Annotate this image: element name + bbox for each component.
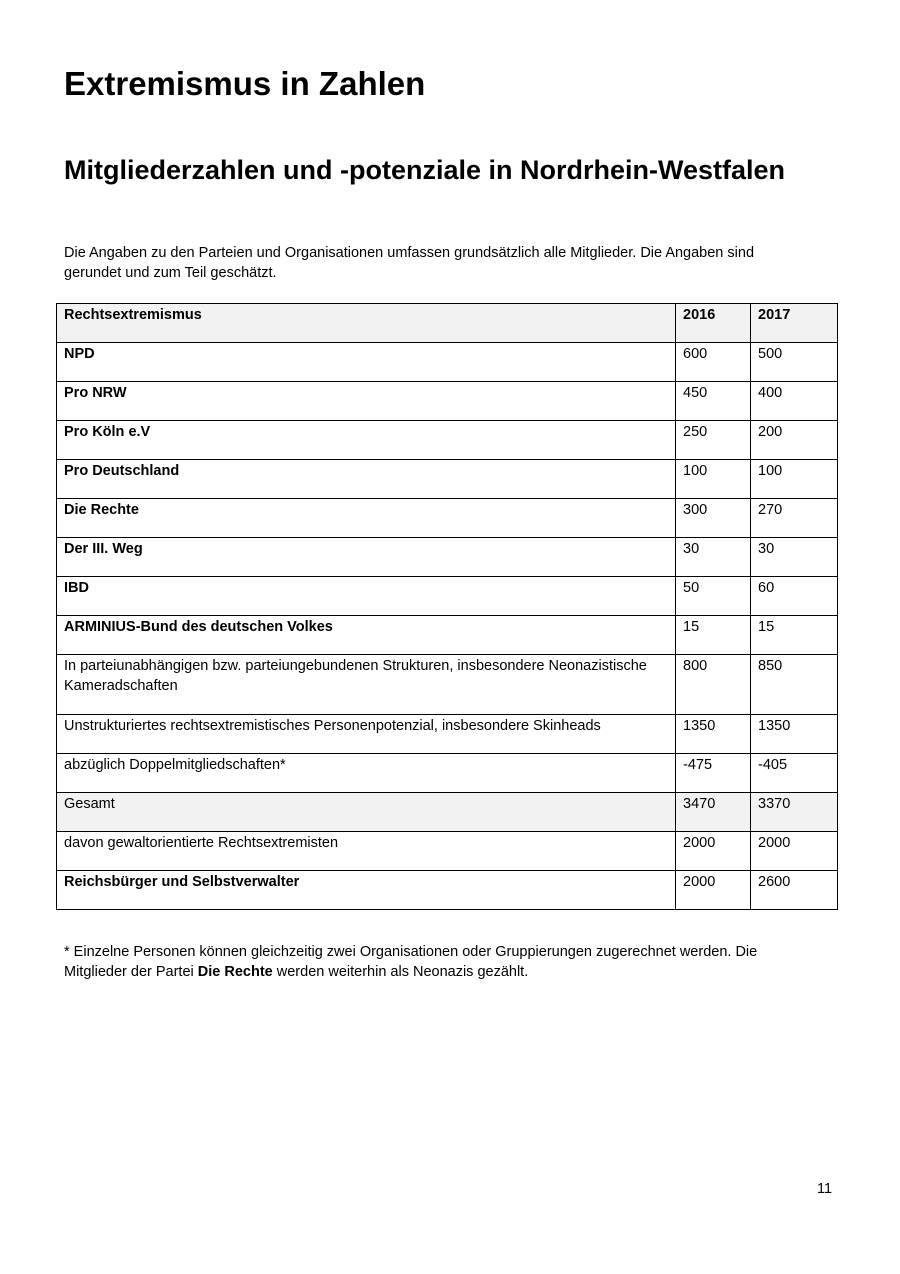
footnote-text-start: * Einzelne Personen können gleichzeitig zwei Organisationen oder Gruppierungen zugerechnet werden. Die Mitglieder der Partei [64, 944, 758, 980]
row-label: davon gewaltorientierte Rechtsextremisten [57, 832, 676, 871]
row-value-2016: 2000 [676, 832, 751, 871]
row-value-2016: 300 [676, 499, 751, 538]
intro-paragraph: Die Angaben zu den Parteien und Organisationen umfassen grundsätzlich alle Mitglieder. Die Angaben sind gerundet und zum Teil geschätzt. [64, 245, 755, 281]
row-value-2017: 60 [751, 577, 838, 616]
row-label: Pro Deutschland [57, 460, 676, 499]
table-row [57, 655, 838, 715]
table-row [57, 538, 838, 577]
membership-table [56, 303, 838, 910]
row-label: abzüglich Doppelmitgliedschaften* [57, 754, 676, 793]
table-row [57, 871, 838, 910]
row-label: Unstrukturiertes rechtsextremistisches Personenpotenzial, insbesondere Skinheads [57, 715, 676, 754]
table-row [57, 616, 838, 655]
page-number: 11 [817, 1181, 833, 1197]
row-value-2017: -405 [751, 754, 838, 793]
footnote [64, 942, 804, 982]
row-value-2016: 600 [676, 343, 751, 382]
row-value-2016: 50 [676, 577, 751, 616]
table-row [57, 421, 838, 460]
header-year-2017: 2017 [751, 304, 838, 343]
row-label: Gesamt [57, 793, 676, 832]
table-row [57, 832, 838, 871]
page-title: Extremismus in Zahlen [64, 65, 426, 102]
row-label: NPD [57, 343, 676, 382]
row-value-2016: 800 [676, 655, 751, 715]
row-label: Pro NRW [57, 382, 676, 421]
row-label: Reichsbürger und Selbstverwalter [57, 871, 676, 910]
footnote-party-name: Die Rechte [197, 964, 273, 980]
table-header-row [57, 304, 838, 343]
row-value-2017: 100 [751, 460, 838, 499]
row-value-2017: 400 [751, 382, 838, 421]
table-row [57, 577, 838, 616]
row-value-2017: 30 [751, 538, 838, 577]
table-row [57, 343, 838, 382]
row-value-2017: 2600 [751, 871, 838, 910]
row-value-2017: 15 [751, 616, 838, 655]
row-value-2016: 2000 [676, 871, 751, 910]
section-title: Mitgliederzahlen und -potenziale in Nordrhein-Westfalen [64, 155, 786, 185]
header-year-2016: 2016 [676, 304, 751, 343]
row-value-2016: 15 [676, 616, 751, 655]
row-value-2017: 500 [751, 343, 838, 382]
row-value-2016: 100 [676, 460, 751, 499]
row-value-2016: -475 [676, 754, 751, 793]
header-label-cell: Rechtsextremismus [57, 304, 676, 343]
row-label: In parteiunabhängigen bzw. parteiungebundenen Strukturen, insbesondere Neonazistische Kameradschaften [57, 655, 676, 715]
row-label: ARMINIUS-Bund des deutschen Volkes [57, 616, 676, 655]
row-value-2017: 2000 [751, 832, 838, 871]
table-row [57, 382, 838, 421]
row-value-2017: 850 [751, 655, 838, 715]
row-value-2017: 3370 [751, 793, 838, 832]
row-value-2016: 250 [676, 421, 751, 460]
table-row [57, 715, 838, 754]
row-value-2016: 450 [676, 382, 751, 421]
row-value-2017: 270 [751, 499, 838, 538]
row-label: Die Rechte [57, 499, 676, 538]
row-value-2016: 1350 [676, 715, 751, 754]
table-row [57, 754, 838, 793]
table-row [57, 499, 838, 538]
row-value-2017: 200 [751, 421, 838, 460]
row-value-2016: 3470 [676, 793, 751, 832]
row-label: Pro Köln e.V [57, 421, 676, 460]
footnote-text-end: werden weiterhin als Neonazis gezählt. [272, 964, 529, 980]
table-total-row [57, 793, 838, 832]
row-label: Der III. Weg [57, 538, 676, 577]
row-value-2016: 30 [676, 538, 751, 577]
row-label: IBD [57, 577, 676, 616]
table-row [57, 460, 838, 499]
row-value-2017: 1350 [751, 715, 838, 754]
